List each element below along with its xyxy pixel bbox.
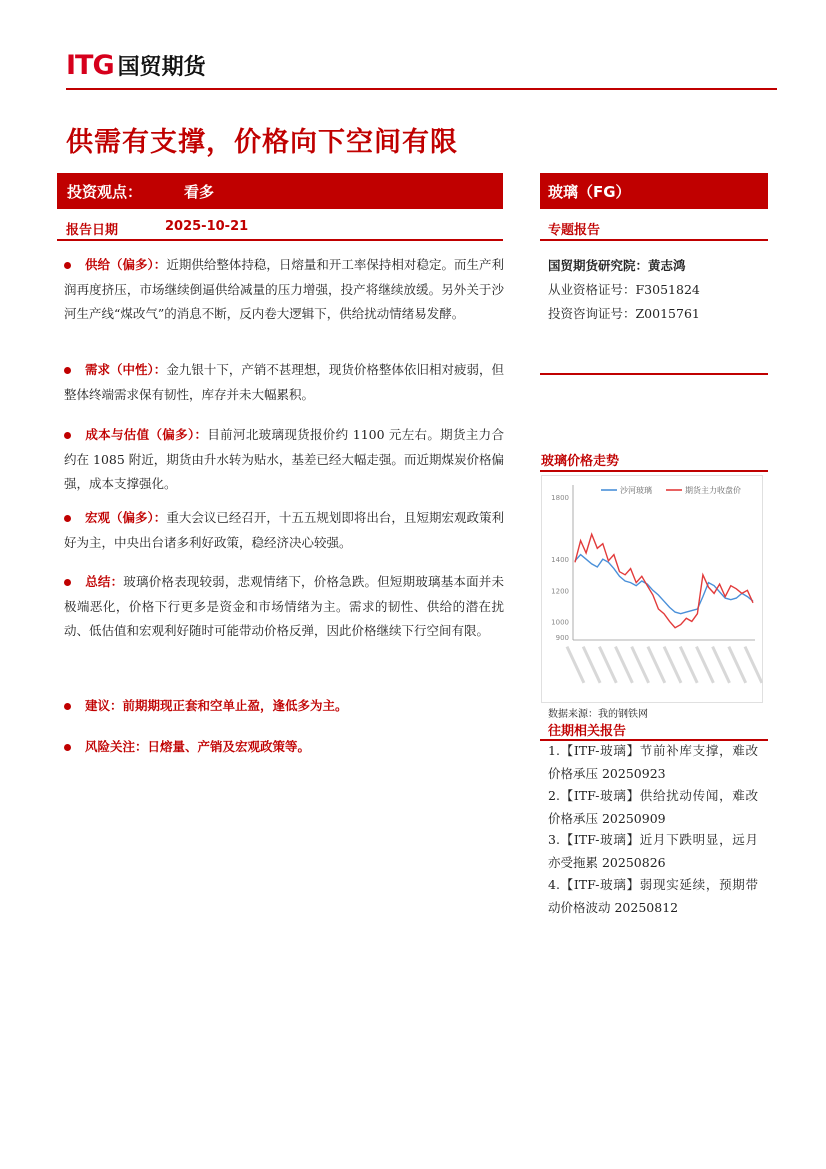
suggestion [64,694,504,719]
analyst-cert-consulting: 投资咨询证号：Z0015761 [548,306,700,321]
left-date-divider [57,239,503,241]
related-item[interactable]: 3.【ITF-玻璃】近月下跌明显，远月亦受拖累 20250826 [548,832,758,870]
point-macro-label: 宏观（偏多）： [85,510,167,525]
y-tick-label: 1200 [551,587,569,596]
bullet-icon [64,432,71,439]
point-supply-label: 供给（偏多）： [85,257,167,272]
point-cost-text: 目前河北玻璃现货报价约 1100 元左右。期货主力合约在 1085 附近，期货由升水转为贴水，基差已经大幅走强。而近期煤炭价格偏强，成本支撑强化。 [64,427,504,491]
analyst-cert-qualification: 从业资格证号：F3051824 [548,282,700,297]
investment-view-value: 看多 [184,182,215,201]
point-supply-text: 近期供给整体持稳，日熔量和开工率保持相对稳定。而生产利润再度挤压，市场继续倒逼供给减量的压力增强，投产将继续放缓。另外关于沙河生产线“煤改气”的消息不断，反内卷大逻辑下，供给扰动情绪易发酵。 [64,257,504,321]
bullet-icon [64,703,71,710]
related-item[interactable]: 2.【ITF-玻璃】供给扰动传闻，难改价格承压 20250909 [548,788,758,826]
risk-note [64,735,504,760]
product-bar [540,173,768,209]
report-date-value: 2025-10-21 [165,219,249,234]
y-tick-label: 900 [555,634,569,642]
point-macro-text: 重大会议已经召开，十五五规划即将出台，且短期宏观政策利好为主，中央出台诸多利好政策，稳经济决心较强。 [64,510,504,550]
report-title: 供需有支撑，价格向下空间有限 [66,127,458,158]
logo-company-name: 国贸期货 [117,54,206,80]
point-demand-label: 需求（中性）： [85,362,167,377]
analyst-institute: 国贸期货研究院：黄志鸿 [548,258,686,273]
bullet-icon [64,367,71,374]
related-item[interactable]: 1.【ITF-玻璃】节前补库支撑，难改价格承压 20250923 [548,743,758,781]
point-supply [64,253,504,327]
point-summary-label: 总结： [85,574,124,589]
product-label: 玻璃（FG） [548,182,631,201]
suggestion-label: 建议： [85,698,123,713]
point-cost-label: 成本与估值（偏多）： [85,427,208,442]
point-cost [64,423,504,497]
chart-title-divider [540,470,768,472]
glass-price-chart [541,475,763,703]
bullet-icon [64,579,71,586]
right-type-divider [540,239,768,241]
company-logo [66,50,206,80]
related-item[interactable]: 4.【ITF-玻璃】弱现实延续，预期带动价格波动 20250812 [548,877,758,915]
legend-spot-label: 沙河玻璃 [620,486,652,495]
analyst-divider [540,373,768,375]
point-demand-text: 金九银十下，产销不甚理想，现货价格整体依旧相对疲弱，但整体终端需求保有韧性，库存并未大幅累积。 [64,362,504,402]
bullet-icon [64,262,71,269]
risk-text: 日熔量、产销及宏观政策等。 [147,739,311,754]
logo-itg-text: ITG [66,49,114,81]
point-summary-text: 玻璃价格表现较弱，悲观情绪下，价格急跌。但短期玻璃基本面并未极端恶化，价格下行更多是资金和市场情绪为主。需求的韧性、供给的潜在扰动、低估值和宏观利好随时可能带动价格反弹，因此价格继续下行空间有限。 [64,574,504,638]
related-title: 往期相关报告 [548,724,627,739]
bullet-icon [64,515,71,522]
bullet-icon [64,744,71,751]
chart-source: 数据来源：我的钢铁网 [548,709,648,720]
y-tick-label: 1000 [551,618,569,627]
legend-futures-label: 期货主力收盘价 [685,486,741,495]
suggestion-text: 前期期现正套和空单止盈，逢低多为主。 [122,698,348,713]
y-tick-label: 1800 [551,494,569,502]
y-tick-label: 1400 [551,556,569,565]
report-type: 专题报告 [548,223,601,238]
point-summary [64,570,504,644]
investment-view-bar [57,173,503,209]
point-macro [64,506,504,555]
point-demand [64,358,504,407]
chart-title: 玻璃价格走势 [541,454,620,469]
investment-view-label: 投资观点： [67,182,143,201]
report-date-label: 报告日期 [66,223,119,238]
risk-label: 风险关注： [85,739,148,754]
header-divider [66,88,777,90]
